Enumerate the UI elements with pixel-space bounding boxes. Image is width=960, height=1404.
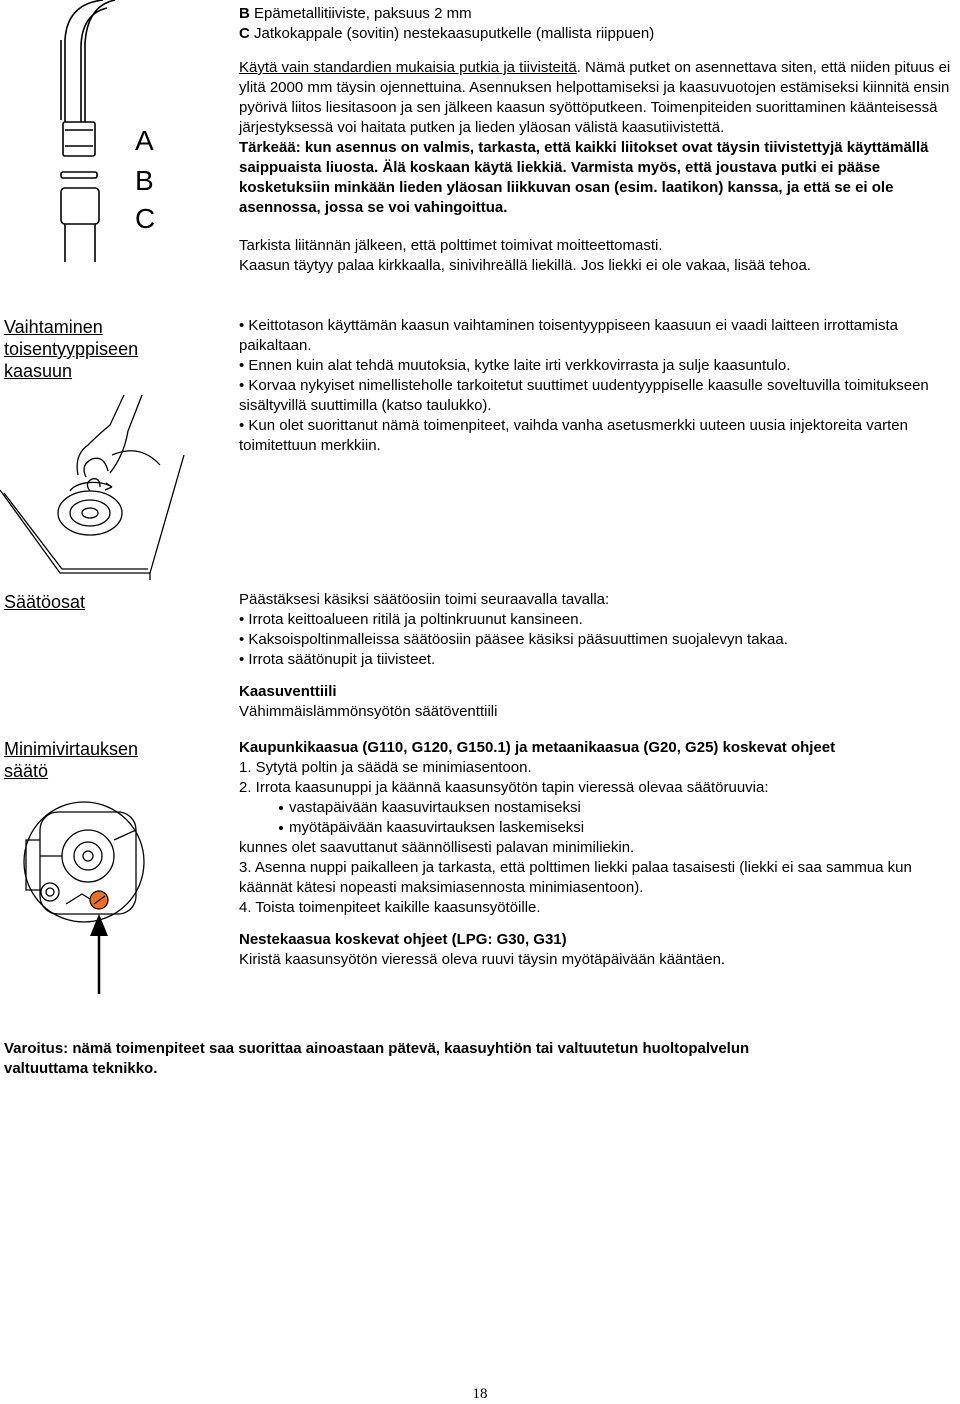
controls-intro: Päästäksesi käsiksi säätöosiin toimi seuraavalla tavalla: (239, 591, 610, 608)
figure-label-a: A (135, 125, 154, 156)
pipes-text: . Nämä putket on asennettava siten, että niiden pituus ei ylitä 2000 mm täysin ojennettuina. Asennuksen helpottamiseksi ja kaasuvuotojen estämiseksi kiinnitä ensin pyörivä liitos liesitasoon ja sen jälkeen kaasun syöttöputkeen. Toimenpiteiden suorittaminen käänteisessä järjestyksessä voi haitata putken ja lieden yläosan välistä kaasutiivistettä. (239, 59, 951, 136)
lpg-text: Kiristä kaasunsyötön vieressä oleva ruuvi täysin myötäpäivään kääntäen. (239, 951, 726, 968)
controls-heading: Säätöosat (4, 592, 86, 612)
pipe-instructions (239, 4, 955, 276)
valve-adjust-figure (22, 800, 162, 995)
warning-text: Varoitus: nämä toimenpiteet saa suorittaa ainoastaan pätevä, kaasuyhtiön tai valtuutetun huoltopalvelun valtuuttama teknikko. (4, 1040, 750, 1077)
controls-list (239, 590, 955, 722)
city-gas-title: Kaupunkikaasua (G110, G120, G150.1) ja metaanikaasua (G20, G25) koskevat ohjeet (239, 739, 836, 756)
part-b-text: Epämetallitiiviste, paksuus 2 mm (249, 5, 472, 22)
sub-item-clockwise: myötäpäivään kaasuvirtauksen laskemiseksi (239, 818, 955, 838)
min-flow-heading: Minimivirtauksen säätö (4, 739, 139, 781)
arrow-up-icon (90, 914, 108, 994)
gas-change-bullet-1: • Keittotason käyttämän kaasun vaihtaminen toisentyyppiseen kaasuun ei vaadi laitteen irrottamista paikaltaan. (239, 316, 955, 356)
controls-bullet-1: • Irrota keittoalueen ritilä ja poltinkruunut kansineen. (239, 610, 955, 630)
step-4: 4. Toista toimenpiteet kaikille kaasunsyötöille. (239, 899, 541, 916)
pipes-underlined-text: Käytä vain standardien mukaisia putkia ja tiivisteitä (239, 59, 577, 76)
part-b-letter: B (239, 5, 250, 22)
valve-title: Kaasuventtiili (239, 683, 337, 700)
gas-change-bullet-4: • Kun olet suorittanut nämä toimenpiteet, vaihda vanha asetusmerkki uuteen uusia injektoreita varten toimitettuun merkkiin. (239, 416, 955, 456)
flame-text: Kaasun täytyy palaa kirkkaalla, sinivihreällä liekillä. Jos liekki ei ole vakaa, lisää tehoa. (239, 257, 811, 274)
pipe-connection-figure (55, 0, 165, 262)
gas-change-bullet-3: • Korvaa nykyiset nimellisteholle tarkoitetut suuttimet uudentyyppiselle kaasulle soveltuvilla toimitukseen sisältyvillä suuttimilla (katso taulukko). (239, 376, 955, 416)
sub-item-counterclockwise: vastapäivään kaasuvirtauksen nostamiseksi (239, 798, 955, 818)
figure-label-b: B (135, 165, 154, 196)
min-flow-instructions (239, 738, 955, 970)
part-c-letter: C (239, 25, 250, 42)
page-number: 18 (472, 1386, 488, 1402)
lpg-title: Nestekaasua koskevat ohjeet (LPG: G30, G31) (239, 931, 567, 948)
step-1: 1. Sytytä poltin ja säädä se minimiasentoon. (239, 759, 532, 776)
gas-change-heading: Vaihtaminen toisentyyppiseen kaasuun (4, 317, 139, 381)
until-text: kunnes olet saavuttanut säännöllisesti palavan minimiliekin. (239, 839, 635, 856)
step-3: 3. Asenna nuppi paikalleen ja tarkasta, että polttimen liekki palaa tasaisesti (liekki ei saa sammua kun käännät kätesi nopeasti maksimiasennosta minimiasentoon). (239, 859, 912, 896)
step-2: 2. Irrota kaasunuppi ja käännä kaasunsyötön tapin vieressä olevaa säätöruuvia: (239, 779, 769, 796)
figure-label-c: C (135, 203, 156, 234)
controls-bullet-3: • Irrota säätönupit ja tiivisteet. (239, 650, 955, 670)
controls-bullet-2: • Kaksoispoltinmalleissa säätöosiin pääsee käsiksi pääsuuttimen suojalevyn takaa. (239, 630, 955, 650)
check-burners-text: Tarkista liitännän jälkeen, että polttimet toimivat moitteettomasti. (239, 237, 663, 254)
part-c-text: Jatkokappale (sovitin) nestekaasuputkelle (mallista riippuen) (249, 25, 655, 42)
gas-change-bullet-2: • Ennen kuin alat tehdä muutoksia, kytke laite irti verkkovirrasta ja sulje kaasuntulo. (239, 356, 955, 376)
gas-change-list (239, 316, 955, 456)
valve-subtitle: Vähimmäislämmönsyötön säätöventtiili (239, 703, 498, 720)
injector-change-figure (0, 395, 190, 580)
important-note: Tärkeää: kun asennus on valmis, tarkasta, että kaikki liitokset ovat täysin tiivistettyjä käyttämällä saippuaista liuosta. Älä koskaan käytä liekkiä. Varmista myös, että joustava putki ei pääse kosketuksiin minkään lieden yläosan liikkuvan osan (esim. laatikon) kanssa, ja että se ei ole asennossa, jossa se voi vahingoittua. (239, 139, 929, 216)
